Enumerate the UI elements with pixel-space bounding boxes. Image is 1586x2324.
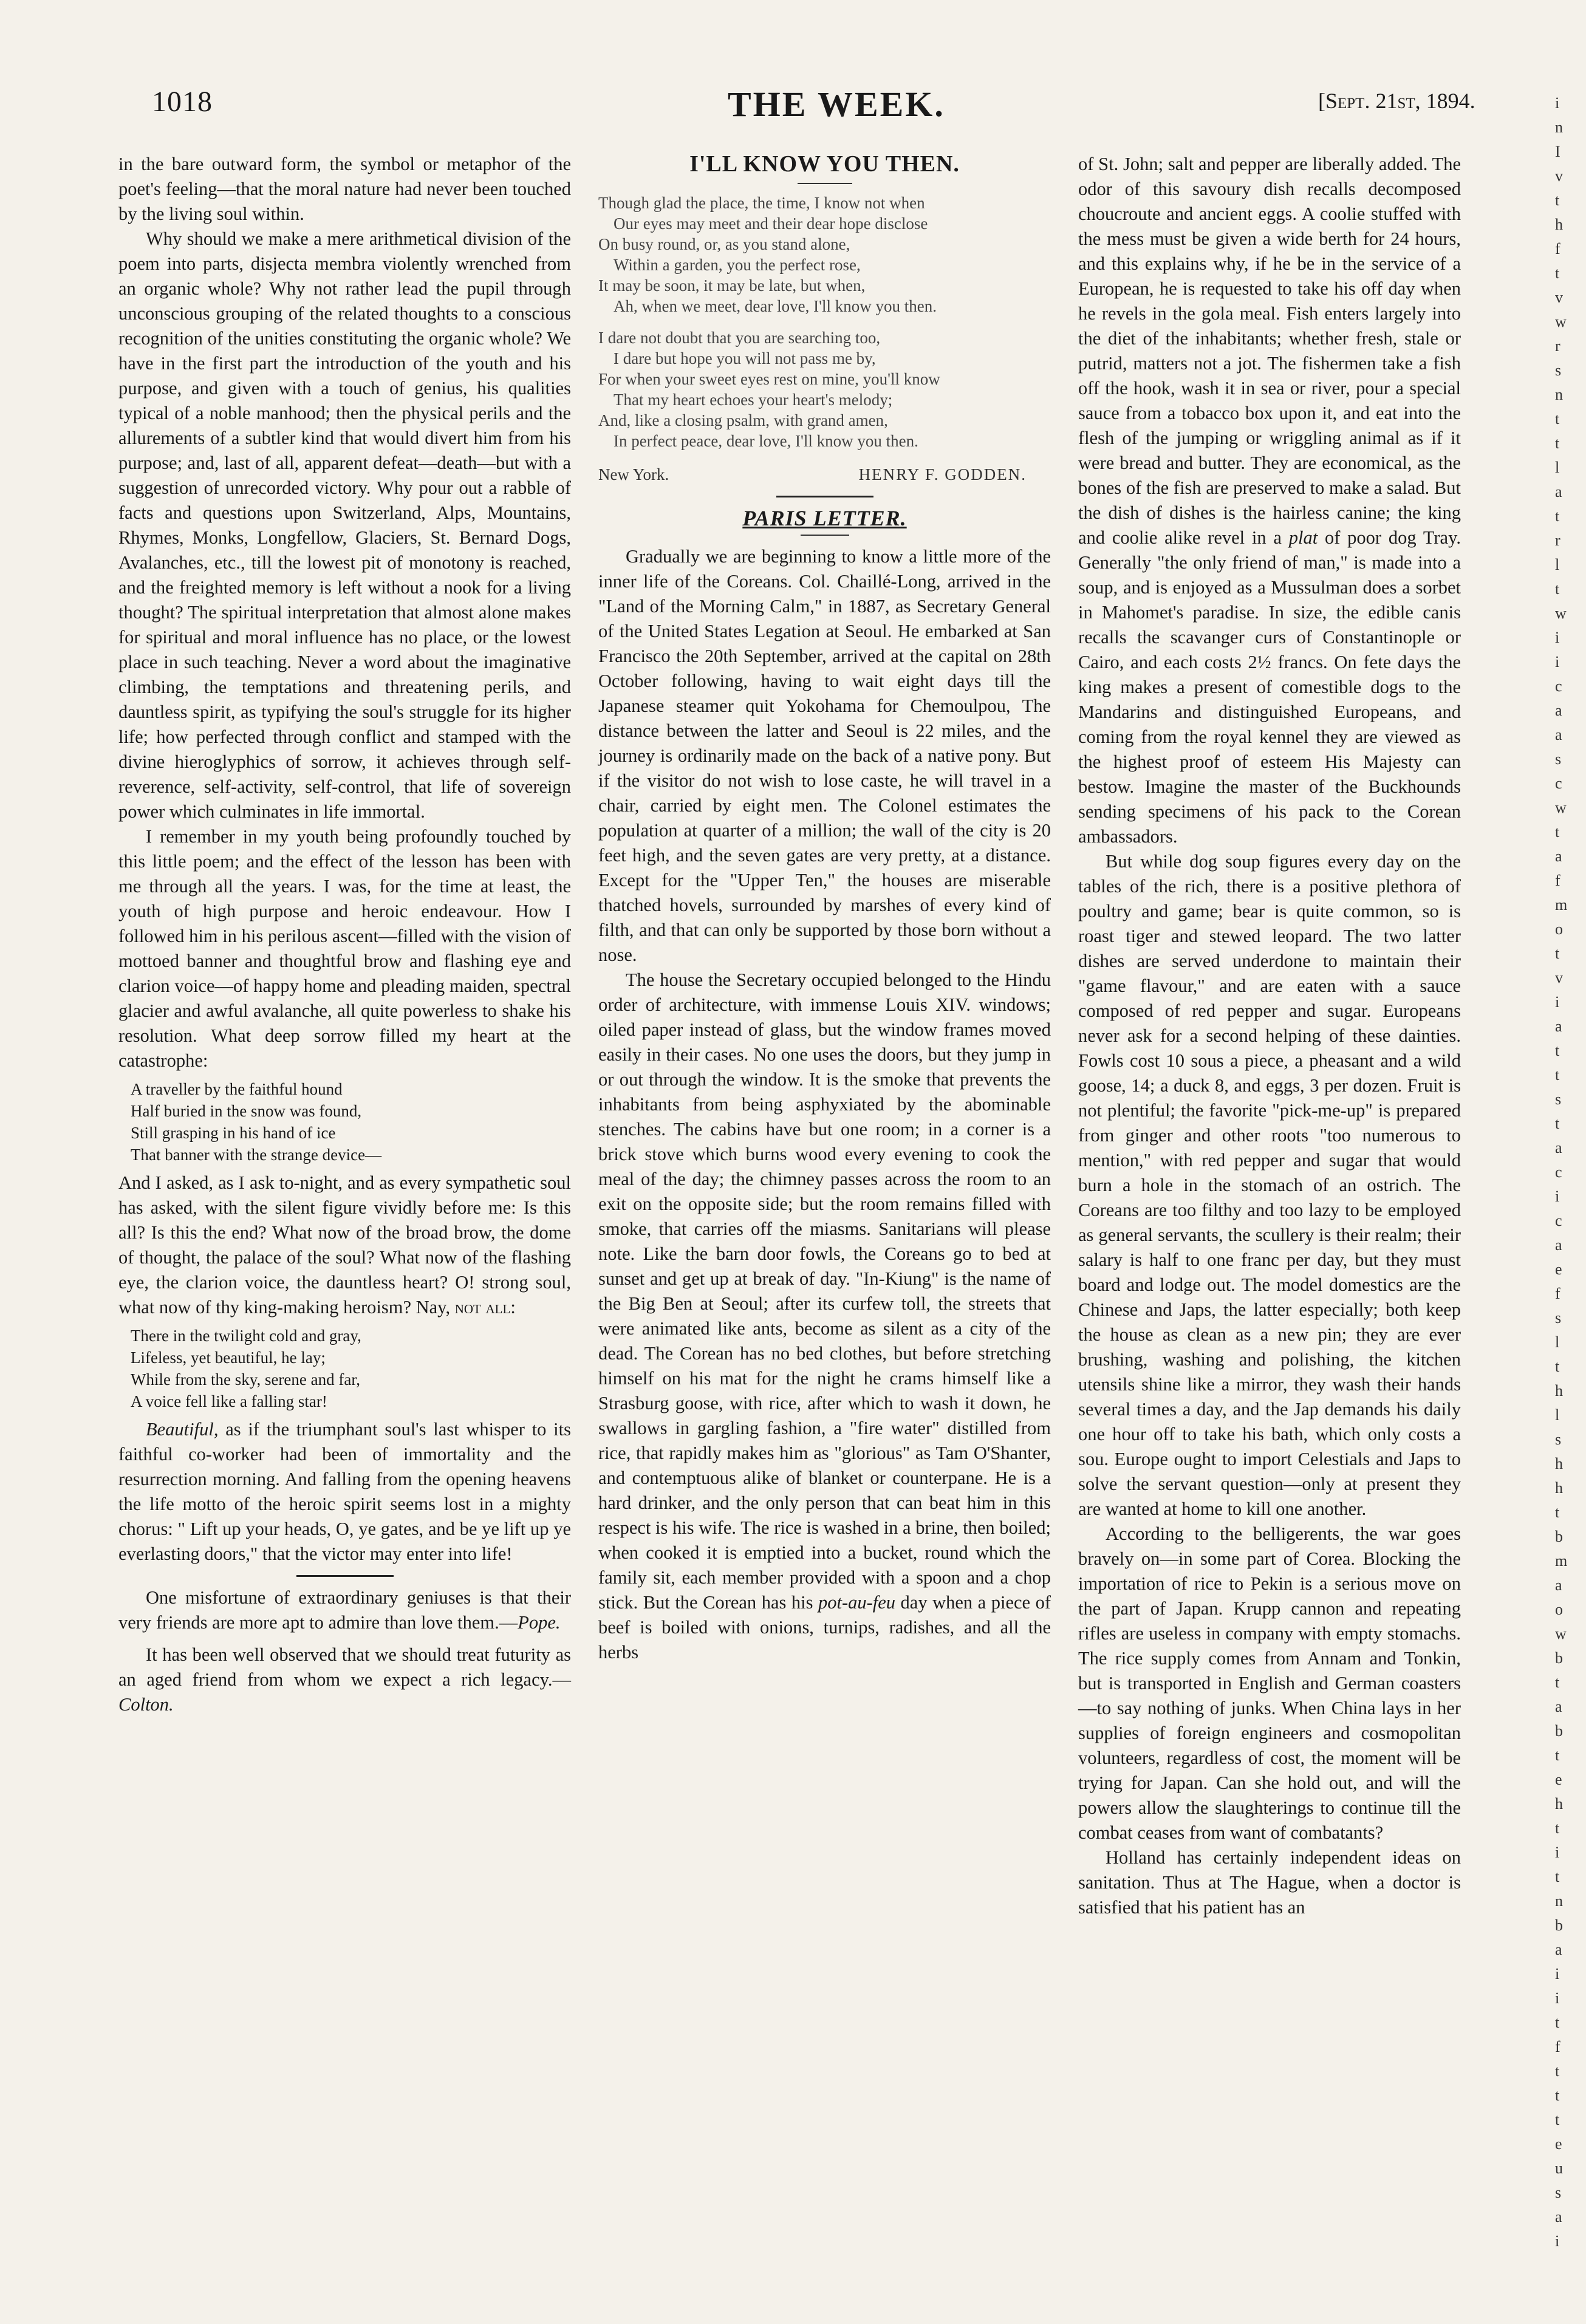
gutter-letter: r	[1555, 531, 1560, 549]
gutter-letter: o	[1555, 920, 1563, 938]
poem-line: On busy round, or, as you stand alone,	[598, 235, 850, 253]
poem-author: HENRY F. GODDEN.	[858, 465, 1027, 484]
gutter-letter: h	[1555, 216, 1563, 233]
divider	[798, 183, 852, 184]
gutter-letter: c	[1555, 1163, 1562, 1181]
paragraph: Why should we make a mere arithmetical division of the poem into parts, disjecta membra violently wrenched from an organic whole? Why not rather lead the pupil through unconscious grouping of the related thoughts to a conscious recognition of the unities constituting the organic whole? We have in the first part the introduction of the youth and his purpose, and given with a touch of genius, his qualities typical of a noble manhood; then the physical perils and the allurements of a subtler kind that would divert him from his purpose; and, last of all, apparent defeat—death—but with a suggestion of unrecorded victory. Why pour out a rabble of facts and questions upon Switzerland, Alps, Mountains, Rhymes, Monks, Longfellow, Glaciers, St. Bernard Dogs, Avalanches, etc., till the lowest pit of monotony is reached, and the freighted memory is left without a nook for a living thought? The spiritual interpretation that almost alone makes for spiritual and moral influence has no place, or the lowest place in such teaching. Never a word about the imaginative climbing, the temptations and threatening perils, and dauntless spirit, as typifying the soul's struggle for its higher life; how perfected through conflict and stamped with the divine hieroglyphics of sorrow, it achieves through self-reverence, self-activity, self-control, that life of sovereign power which culminates in life immortal.	[118, 228, 571, 822]
paragraph-text: day when a piece of beef is boiled with onions, turnips, radishes, and all the herbs	[598, 1592, 1051, 1663]
gutter-letter: w	[1555, 604, 1567, 622]
gutter-letter: i	[1555, 1989, 1560, 2007]
quotation-text: It has been well observed that we should treat futurity as an aged friend from whom we expect a rich legacy.—	[118, 1644, 571, 1690]
gutter-letter: w	[1555, 313, 1567, 330]
emphasis-text: plat	[1288, 527, 1318, 548]
poem-line: In perfect peace, dear love, I'll know you then.	[614, 432, 918, 450]
gutter-letter: t	[1555, 945, 1560, 962]
gutter-letter: t	[1555, 2086, 1560, 2104]
poem-line: Though glad the place, the time, I know not when	[598, 194, 925, 212]
gutter-letter: r	[1555, 337, 1560, 355]
gutter-letter: v	[1555, 289, 1563, 306]
gutter-letter: b	[1555, 1722, 1563, 1740]
verse-line: That banner with the strange device—	[131, 1146, 382, 1164]
gutter-letter: f	[1555, 872, 1560, 889]
paragraph-text: And I asked, as I ask to-night, and as every sympathetic soul has asked, with the silent figure vividly before me: Is this all? Is this the end? What now of the broad brow, the dome of thought, the palace of the soul? What now of the flashing eye, the clarion voice, the dauntless heart? O! strong soul, what now of thy king-making heroism? Nay,	[118, 1172, 571, 1318]
gutter-letter: n	[1555, 118, 1563, 136]
gutter-letter: w	[1555, 799, 1567, 816]
gutter-letter: v	[1555, 969, 1563, 986]
gutter-letter: s	[1555, 750, 1562, 768]
poem-signature	[598, 462, 1051, 487]
paragraph: But while dog soup figures every day on the tables of the rich, there is a positive plethora of poultry and game; bear is quite common, so is roast tiger and stewed leopard. The two latter dishes are served underdone to maintain their "game flavour," and are eaten with a sauce composed of red pepper and sugar. Europeans never ask for a second helping of these dainties. Fowls cost 10 sous a piece, a pheasant and a wild goose, 14; a duck 8, and eggs, 3 per dozen. Fruit is not plentiful; the favorite "pick-me-up" is prepared from ginger and other roots "too numerous to mention," with red pepper and sugar that would burn a hole in the stomach of an ostrich. The Coreans are too filthy and too lazy to be employed as general servants, the scullery is their realm; their salary is half to one franc per day, but they must board and lodge out. The model domestics are the Chinese and Japs, the latter especially; both keep the house as clean as a new pin; they are ever brushing, washing and polishing, the kitchen utensils shine like a mirror, they wash their hands several times a day, and the Jap demands his daily one hour off to take his bath, which only costs a sou. Europe ought to import Celestials and Japs to solve the servant question—only at present they are wanted at home to kill one another.	[1078, 851, 1461, 1519]
gutter-letter: a	[1555, 1017, 1562, 1035]
gutter-letter: t	[1555, 2014, 1560, 2031]
gutter-letter: a	[1555, 483, 1562, 501]
paragraph: According to the belligerents, the war goes bravely on—in some part of Corea. Blocking the importation of rice to Pekin is a serious move on the part of Japan. Krupp cannon and repeating rifles are useless in company with empty stomachs. The rice supply comes from Annam and Tonkin, but is transported in English and German coasters—to say nothing of junks. When China lays in her supplies of foreign engineers and cosmopolitan volunteers, regardless of cost, the moment will be trying for Japan. Can she hold out, and will the powers allow the slaughterings to continue till the combat ceases from want of combatants?	[1078, 1523, 1461, 1843]
gutter-letter: l	[1555, 556, 1560, 573]
gutter-letter: c	[1555, 677, 1562, 695]
gutter-letter: t	[1555, 823, 1560, 841]
gutter-letter: e	[1555, 1771, 1562, 1788]
quotation-author: Colton.	[118, 1694, 174, 1715]
poem-line: Ah, when we meet, dear love, I'll know you then.	[614, 297, 937, 315]
paragraph: in the bare outward form, the symbol or metaphor of the poet's feeling—that the moral nature had never been touched by the living soul within.	[118, 154, 571, 224]
poem-line: That my heart echoes your heart's melody;	[614, 391, 893, 409]
issue-date: [Sept. 21st, 1894.	[1318, 89, 1475, 113]
gutter-letter: n	[1555, 1892, 1563, 1910]
gutter-letter: a	[1555, 1139, 1562, 1157]
gutter-letter: i	[1555, 993, 1560, 1011]
gutter-letter: t	[1555, 1868, 1560, 1885]
verse-line: Half buried in the snow was found,	[131, 1102, 362, 1120]
gutter-letter: b	[1555, 1916, 1563, 1934]
gutter-letter: n	[1555, 386, 1563, 403]
gutter-letter: i	[1555, 94, 1560, 112]
gutter-letter: e	[1555, 1260, 1562, 1278]
section-title: PARIS LETTER.	[742, 506, 907, 530]
gutter-letter: a	[1555, 2208, 1562, 2226]
verse-line: A traveller by the faithful hound	[131, 1080, 343, 1098]
poem-line: I dare not doubt that you are searching too,	[598, 329, 881, 347]
gutter-letter: i	[1555, 1965, 1560, 1983]
verse-line: Lifeless, yet beautiful, he lay;	[131, 1348, 326, 1367]
gutter-letter: t	[1555, 580, 1560, 598]
gutter-letter: f	[1555, 1285, 1560, 1302]
gutter-letter: h	[1555, 1382, 1563, 1400]
gutter-letter: l	[1555, 1333, 1560, 1351]
gutter-letter: l	[1555, 459, 1560, 476]
emphasis-text: pot-au-feu	[818, 1592, 896, 1613]
gutter-letter: v	[1555, 167, 1563, 185]
gutter-letter: l	[1555, 1406, 1560, 1424]
poem-title: I'LL KNOW YOU THEN.	[689, 151, 960, 177]
column-3	[1078, 152, 1461, 1920]
paragraph	[1078, 152, 1461, 849]
gutter-letter: t	[1555, 2062, 1560, 2080]
gutter-letter: t	[1555, 1503, 1560, 1521]
gutter-letter: t	[1555, 1358, 1560, 1375]
gutter-letter: o	[1555, 1601, 1563, 1618]
emphasis-text: not all	[454, 1297, 511, 1318]
ornamental-rule	[296, 1575, 394, 1577]
poem-place: New York.	[598, 465, 669, 484]
paragraph: And I asked, as I ask to-night, and as every sympathetic soul has asked, with the silent figure vividly before me: Is this all? Is this the end? What now of the broad brow, the dome of thought, the palace of the soul? What now of the flashing eye, the clarion voice, the dauntless heart? O! strong soul, what now of thy king-making heroism? Nay, not all:	[118, 1172, 571, 1318]
quotation-author: Pope.	[518, 1612, 561, 1633]
gutter-letter: c	[1555, 774, 1562, 792]
paragraph: I remember in my youth being profoundly touched by this little poem; and the effect of the lesson has been with me through all the years. I was, for the time at least, the youth of high purpose and heroic endeavour. How I followed him in his perilous ascent—filled with the vision of mottoed banner and thoughtful brow and flashing eye and clarion voice—of happy home and pleading maiden, spectral glacier and awful avalanche, all quite powerless to shake his resolution. What deep sorrow filled my heart at the catastrophe:	[118, 826, 571, 1071]
gutter-letter: t	[1555, 191, 1560, 209]
gutter-letter: t	[1555, 507, 1560, 525]
gutter-letter: t	[1555, 1819, 1560, 1837]
poem-line: Our eyes may meet and their dear hope disclose	[614, 214, 928, 233]
gutter-letter: s	[1555, 1090, 1562, 1108]
poem-line: Within a garden, you the perfect rose,	[614, 256, 861, 274]
gutter-letter: s	[1555, 1430, 1562, 1448]
poem-stanza	[598, 327, 1051, 451]
gutter-letter: t	[1555, 1115, 1560, 1132]
gutter-letter: t	[1555, 1066, 1560, 1084]
paragraph	[118, 1417, 571, 1567]
emphasis-text: Beautiful,	[146, 1419, 219, 1440]
gutter-letter: t	[1555, 434, 1560, 452]
gutter-letter: i	[1555, 2232, 1560, 2250]
gutter-letter: f	[1555, 240, 1560, 258]
gutter-letter: a	[1555, 702, 1562, 719]
poem-line: For when your sweet eyes rest on mine, you'll know	[598, 370, 940, 388]
gutter-letter: m	[1555, 896, 1568, 914]
paragraph-text: of poor dog Tray. Generally "the only friend of man," is made into a soup, and is enjoyed as a Mussulman does a sorbet in Mahomet's paradise. In size, the edible canis recalls the scavanger curs of Constantinople or Cairo, and each costs 2½ francs. On fete days the king makes a present of comestible dogs to the Mandarins and distinguished Europeans, and coming from the royal kennel they are viewed as the highest proof of esteem His Majesty can bestow. Imagine the master of the Buckhounds sending specimens of his pack to the Corean ambassadors.	[1078, 527, 1461, 847]
paragraph	[598, 968, 1051, 1665]
gutter-letter: a	[1555, 726, 1562, 743]
poem-line: I dare but hope you will not pass me by,	[614, 349, 876, 367]
quotation	[118, 1585, 571, 1635]
gutter-letter: i	[1555, 653, 1560, 671]
gutter-letter: b	[1555, 1528, 1563, 1545]
gutter-letter: h	[1555, 1455, 1563, 1472]
facing-page-gutter	[1555, 91, 1579, 2278]
gutter-letter: i	[1555, 1188, 1560, 1205]
poem-line: And, like a closing psalm, with grand amen,	[598, 411, 888, 429]
verse-line: A voice fell like a falling star!	[131, 1392, 327, 1410]
gutter-letter: a	[1555, 1698, 1562, 1715]
gutter-letter: u	[1555, 2159, 1563, 2177]
gutter-letter: f	[1555, 2038, 1560, 2056]
paragraph-text: as if the triumphant soul's last whisper to its faithful co-worker had been of immortality and the resurrection morning. And falling from the opening heavens the life motto of the heroic spirit seems lost in a mighty chorus: " Lift up your heads, O, ye gates, and be ye lift up ye everlasting doors," that the victor may enter into life!	[118, 1419, 571, 1564]
gutter-letter: s	[1555, 2184, 1562, 2201]
verse-line: Still grasping in his hand of ice	[131, 1124, 336, 1142]
gutter-letter: t	[1555, 1673, 1560, 1691]
paragraph-text: of St. John; salt and pepper are liberally added. The odor of this savoury dish recalls decomposed choucroute and ancient eggs. A coolie stuffed with the mess must be given a wide berth for 24 hours, and this explains why, if he be in the service of a European, he is requested to take his off day when he revels in the gola meal. Fish enters largely into the diet of the inhabitants; whether fresh, stale or putrid, matters not a jot. The fishermen take a fish off the hook, wash it in sea or river, pour a special sauce from a tobacco box upon it, and eat into the flesh of the jumping or wriggling animal as if it were bread and butter. They are economical, as the bones of the fish are preserved to make a salad. But the dish of dishes is the hairless canine; the king and coolie alike revel in a	[1078, 154, 1461, 548]
paragraph-text: The house the Secretary occupied belonged to the Hindu order of architecture, with immense Louis XIV. windows; oiled paper instead of glass, but the window frames moved easily in their cases. No one uses the doors, but they jump in or out through the window. It is the smoke that prevents the inhabitants from being asphyxiated by the abominable stenches. The cabins have but one room; in a corner is a brick stove which burns wood every evening to cook the meal of the day; the chimney passes across the room to an exit on the opposite side; but the room remains filled with smoke, that carries off the miasms. Sanitarians will please note. Like the barn door fowls, the Coreans go to bed at sunset and get up at break of day. "In-Kiung" is the name of the Big Ben at Seoul; after its curfew toll, the streets that were animated like ants, become as silent as a city of the dead. The Corean has no bed clothes, but before stretching himself on his mat for the night he crams himself like a Strasburg goose, with rice, after which to wash it down, he swallows in gargling fashion, a "fire water" distilled from rice, that rapidly makes him as "glorious" as Tam O'Shanter, and contemptuous alike of blanket or counterpane. He is a hard drinker, and the only person that can beat him in this respect is his wife. The rice is washed in a brine, then boiled; when cooked it is emptied into a bucket, round which the family sit, each member provided with a spoon and a chop stick. But the Corean has his	[598, 969, 1051, 1613]
gutter-letter: a	[1555, 847, 1562, 865]
gutter-letter: b	[1555, 1649, 1563, 1667]
gutter-letter: a	[1555, 1576, 1562, 1594]
gutter-letter: t	[1555, 1746, 1560, 1764]
divider	[801, 535, 849, 536]
verse-quote	[131, 1325, 571, 1412]
gutter-letter: e	[1555, 2135, 1562, 2153]
column-1	[118, 152, 571, 1717]
verse-line: There in the twilight cold and gray,	[131, 1327, 361, 1345]
paragraph: Gradually we are beginning to know a little more of the inner life of the Coreans. Col. Chaillé-Long, arrived in the "Land of the Morning Calm," in 1887, as Secretary General of the United States Legation at Seoul. He embarked at San Francisco the 20th September, arrived at the capital on 28th October following, having to wait eight days till the Japanese steamer quit Yokohama for Chemoulpou, The distance between the latter and Seoul is 22 miles, and the journey is ordinarily made on the back of a native pony. But if the visitor do not wish to lose caste, he will travel in a chair, carried by eight men. The Colonel estimates the population at quarter of a million; the wall of the city is 20 feet high, and the seven gates are very pretty, at a distance. Except for the "Upper Ten," the houses are miserable thatched hovels, surrounded by marshes of every kind of filth, and that can only be supported by those born without a nose.	[598, 546, 1051, 965]
gutter-letter: t	[1555, 2111, 1560, 2128]
gutter-letter: s	[1555, 1309, 1562, 1327]
gutter-letter: m	[1555, 1552, 1568, 1570]
poem-line: It may be soon, it may be late, but when,	[598, 276, 866, 295]
gutter-letter: a	[1555, 1236, 1562, 1254]
gutter-letter: t	[1555, 1042, 1560, 1059]
poem-stanza	[598, 193, 1051, 316]
verse-quote	[131, 1078, 571, 1166]
gutter-letter: a	[1555, 1941, 1562, 1958]
gutter-letter: c	[1555, 1212, 1562, 1229]
quotation-text: One misfortune of extraordinary geniuses is that their very friends are more apt to admire than love them.—	[118, 1587, 571, 1633]
gutter-letter: I	[1555, 143, 1560, 160]
gutter-letter: h	[1555, 1795, 1563, 1813]
ornamental-rule	[776, 496, 873, 497]
gutter-letter: t	[1555, 264, 1560, 282]
gutter-letter: i	[1555, 629, 1560, 646]
gutter-letter: t	[1555, 410, 1560, 428]
verse-line: While from the sky, serene and far,	[131, 1370, 361, 1389]
column-2	[598, 152, 1051, 1665]
gutter-letter: s	[1555, 361, 1562, 379]
publication-title: THE WEEK.	[728, 84, 945, 124]
quotation	[118, 1642, 571, 1717]
gutter-letter: h	[1555, 1479, 1563, 1497]
gutter-letter: w	[1555, 1625, 1567, 1642]
page-number: 1018	[152, 86, 213, 118]
poem	[598, 193, 1051, 451]
gutter-letter: i	[1555, 1844, 1560, 1861]
paragraph: Holland has certainly independent ideas on sanitation. Thus at The Hague, when a doctor is satisfied that his patient has an	[1078, 1847, 1461, 1918]
